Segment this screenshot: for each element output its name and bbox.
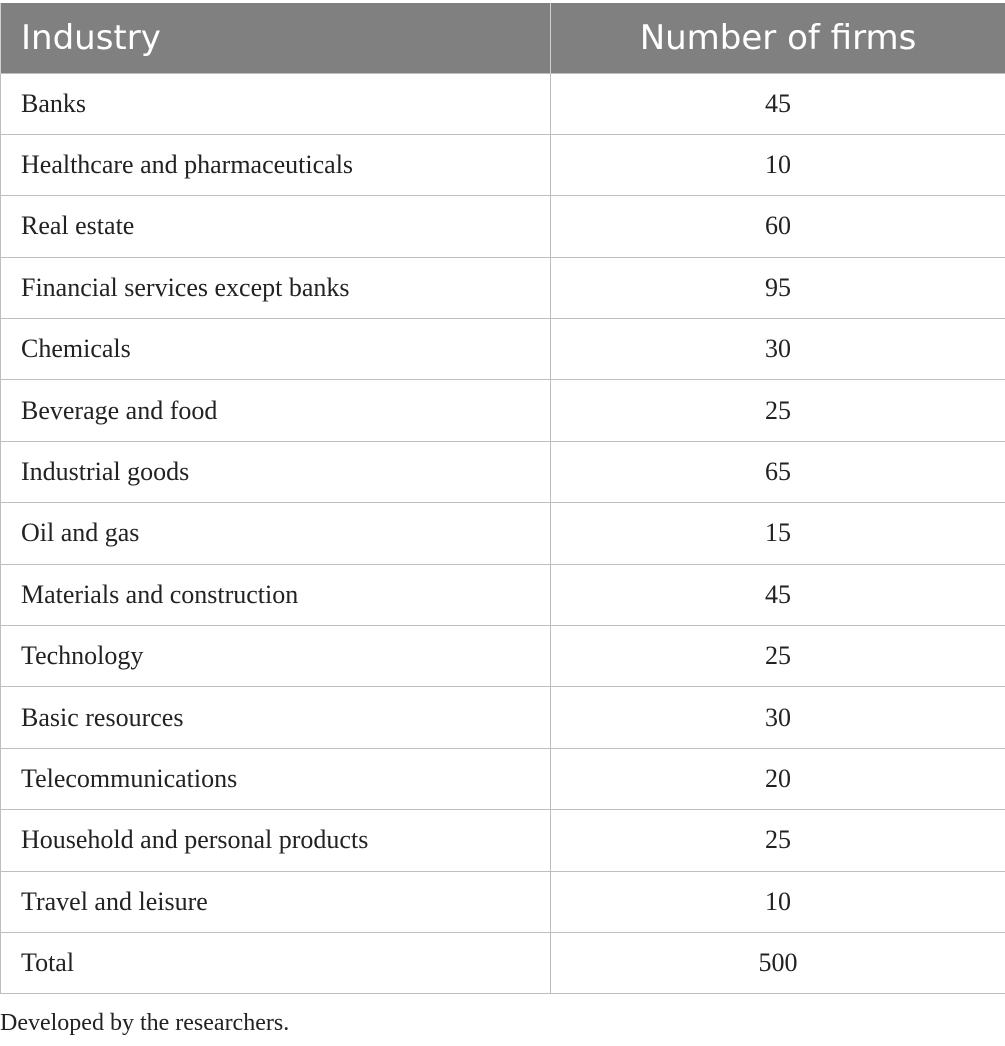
table-row (1, 73, 1005, 134)
industry-cell: Telecommunications (1, 748, 551, 809)
table-row (1, 932, 1005, 993)
header-number-of-firms: Number of firms (551, 3, 1005, 73)
firm-count-cell: 45 (551, 564, 1005, 625)
firm-count-cell: 25 (551, 380, 1005, 441)
table-row (1, 503, 1005, 564)
table-body (1, 73, 1005, 994)
table-header (1, 3, 1005, 73)
industry-firms-table (0, 3, 1005, 994)
industry-cell: Travel and leisure (1, 871, 551, 932)
industry-cell: Total (1, 932, 551, 993)
table-row (1, 626, 1005, 687)
firm-count-cell: 95 (551, 257, 1005, 318)
table-row (1, 380, 1005, 441)
industry-cell: Household and personal products (1, 810, 551, 871)
firm-count-cell: 10 (551, 134, 1005, 195)
industry-cell: Healthcare and pharmaceuticals (1, 134, 551, 195)
industry-cell: Banks (1, 73, 551, 134)
firm-count-cell: 25 (551, 810, 1005, 871)
firm-count-cell: 20 (551, 748, 1005, 809)
table-row (1, 564, 1005, 625)
industry-cell: Materials and construction (1, 564, 551, 625)
industry-cell: Industrial goods (1, 441, 551, 502)
industry-cell: Financial services except banks (1, 257, 551, 318)
firm-count-cell: 60 (551, 196, 1005, 257)
table-row (1, 257, 1005, 318)
industry-cell: Basic resources (1, 687, 551, 748)
firm-count-cell: 25 (551, 626, 1005, 687)
table-row (1, 196, 1005, 257)
table-row (1, 319, 1005, 380)
firm-count-cell: 10 (551, 871, 1005, 932)
firm-count-cell: 500 (551, 932, 1005, 993)
industry-cell: Chemicals (1, 319, 551, 380)
table-row (1, 871, 1005, 932)
firm-count-cell: 65 (551, 441, 1005, 502)
table-row (1, 687, 1005, 748)
table-footnote: Developed by the researchers. (0, 1010, 290, 1036)
table-row (1, 134, 1005, 195)
table-row (1, 810, 1005, 871)
table-row (1, 441, 1005, 502)
firm-count-cell: 45 (551, 73, 1005, 134)
industry-cell: Technology (1, 626, 551, 687)
firm-count-cell: 30 (551, 319, 1005, 380)
header-row (1, 3, 1005, 73)
industry-cell: Beverage and food (1, 380, 551, 441)
table-row (1, 748, 1005, 809)
industry-cell: Real estate (1, 196, 551, 257)
firm-count-cell: 30 (551, 687, 1005, 748)
header-industry: Industry (1, 3, 551, 73)
industry-cell: Oil and gas (1, 503, 551, 564)
firm-count-cell: 15 (551, 503, 1005, 564)
